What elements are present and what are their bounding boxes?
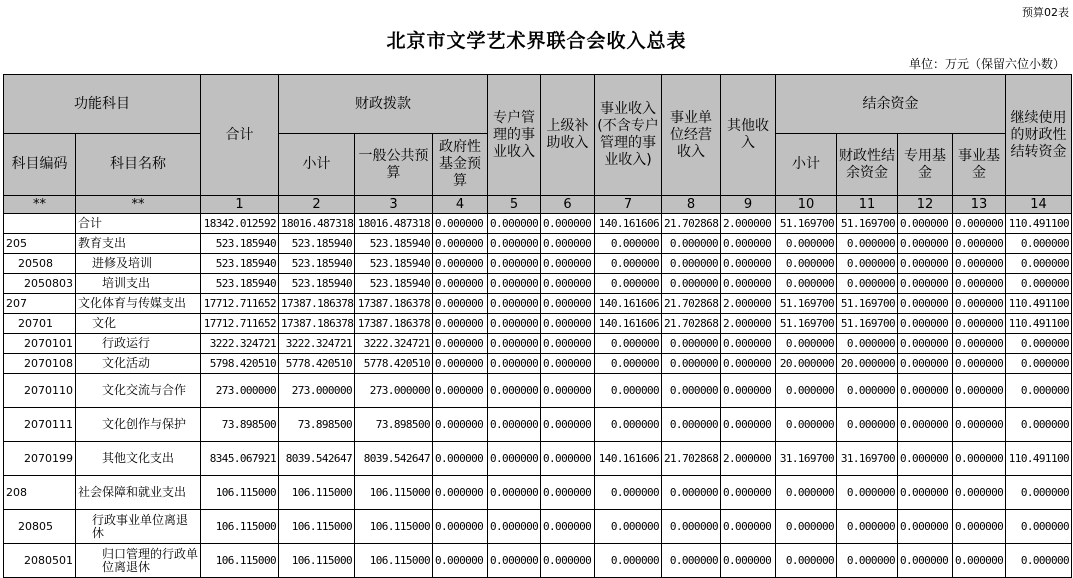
column-index: 8 — [662, 196, 721, 214]
amount-cell: 0.000000 — [953, 314, 1006, 334]
header-name: 科目名称 — [76, 134, 201, 196]
form-number: 预算02表 — [1022, 6, 1069, 19]
amount-cell: 0.000000 — [953, 442, 1006, 476]
subject-code: 2070101 — [4, 334, 76, 354]
amount-cell: 0.000000 — [837, 408, 898, 442]
subject-code: 20805 — [4, 510, 76, 544]
amount-cell: 0.000000 — [541, 354, 595, 374]
amount-cell: 0.000000 — [776, 254, 837, 274]
amount-cell: 0.000000 — [541, 214, 595, 234]
amount-cell: 523.185940 — [355, 254, 433, 274]
amount-cell: 17712.711652 — [201, 314, 279, 334]
subject-code — [4, 214, 76, 234]
amount-cell: 0.000000 — [433, 408, 488, 442]
amount-cell: 3222.324721 — [355, 334, 433, 354]
column-index: 11 — [837, 196, 898, 214]
amount-cell: 0.000000 — [595, 544, 662, 578]
table-row — [4, 334, 1072, 354]
column-index: 6 — [541, 196, 595, 214]
amount-cell: 0.000000 — [776, 274, 837, 294]
amount-cell: 0.000000 — [1006, 334, 1072, 354]
amount-cell: 2.000000 — [721, 314, 776, 334]
amount-cell: 0.000000 — [488, 214, 541, 234]
subject-name: 其他文化支出 — [76, 442, 201, 476]
amount-cell: 0.000000 — [837, 374, 898, 408]
amount-cell: 106.115000 — [201, 476, 279, 510]
header-other: 其他收入 — [721, 75, 776, 196]
amount-cell: 0.000000 — [721, 334, 776, 354]
amount-cell: 0.000000 — [433, 354, 488, 374]
amount-cell: 0.000000 — [662, 510, 721, 544]
amount-cell: 110.491100 — [1006, 294, 1072, 314]
amount-cell: 0.000000 — [776, 408, 837, 442]
subject-code: 2080501 — [4, 544, 76, 578]
subject-code: 20701 — [4, 314, 76, 334]
amount-cell: 17712.711652 — [201, 294, 279, 314]
amount-cell: 0.000000 — [433, 214, 488, 234]
table-row — [4, 234, 1072, 254]
amount-cell: 0.000000 — [662, 408, 721, 442]
amount-cell: 140.161606 — [595, 442, 662, 476]
amount-cell: 0.000000 — [721, 234, 776, 254]
table-row — [4, 510, 1072, 544]
amount-cell: 0.000000 — [488, 314, 541, 334]
amount-cell: 18016.487318 — [279, 214, 355, 234]
amount-cell: 106.115000 — [279, 544, 355, 578]
amount-cell: 0.000000 — [595, 374, 662, 408]
header-fiscal: 财政拨款 — [279, 75, 488, 134]
amount-cell: 0.000000 — [721, 510, 776, 544]
table-row — [4, 442, 1072, 476]
table-row — [4, 274, 1072, 294]
amount-cell: 0.000000 — [898, 294, 953, 314]
amount-cell: 0.000000 — [433, 254, 488, 274]
header-special: 专户管理的事业收入 — [488, 75, 541, 196]
subject-name: 教育支出 — [76, 234, 201, 254]
subject-name: 培训支出 — [76, 274, 201, 294]
amount-cell: 0.000000 — [433, 544, 488, 578]
amount-cell: 73.898500 — [355, 408, 433, 442]
column-index: 9 — [721, 196, 776, 214]
amount-cell: 523.185940 — [279, 274, 355, 294]
amount-cell: 5798.420510 — [201, 354, 279, 374]
table-row — [4, 544, 1072, 578]
amount-cell: 0.000000 — [721, 374, 776, 408]
amount-cell: 0.000000 — [953, 510, 1006, 544]
amount-cell: 8039.542647 — [355, 442, 433, 476]
amount-cell: 51.169700 — [837, 294, 898, 314]
amount-cell: 20.000000 — [776, 354, 837, 374]
amount-cell: 0.000000 — [488, 334, 541, 354]
amount-cell: 0.000000 — [776, 544, 837, 578]
amount-cell: 110.491100 — [1006, 314, 1072, 334]
amount-cell: 0.000000 — [662, 334, 721, 354]
subject-code: 2070108 — [4, 354, 76, 374]
header-fiscal-surplus: 财政性结余资金 — [837, 134, 898, 196]
amount-cell: 0.000000 — [953, 408, 1006, 442]
amount-cell: 0.000000 — [488, 374, 541, 408]
column-index: 12 — [898, 196, 953, 214]
column-index: 2 — [279, 196, 355, 214]
amount-cell: 0.000000 — [541, 442, 595, 476]
header-general: 一般公共预算 — [355, 134, 433, 196]
amount-cell: 0.000000 — [541, 274, 595, 294]
amount-cell: 0.000000 — [898, 254, 953, 274]
subject-name: 进修及培训 — [76, 254, 201, 274]
subject-name: 行政运行 — [76, 334, 201, 354]
amount-cell: 523.185940 — [201, 234, 279, 254]
header-superior: 上级补助收入 — [541, 75, 595, 196]
amount-cell: 0.000000 — [837, 476, 898, 510]
amount-cell: 0.000000 — [776, 334, 837, 354]
subject-code: 205 — [4, 234, 76, 254]
amount-cell: 0.000000 — [662, 544, 721, 578]
header-dedicated: 专用基金 — [898, 134, 953, 196]
amount-cell: 0.000000 — [953, 234, 1006, 254]
amount-cell: 21.702868 — [662, 442, 721, 476]
amount-cell: 17387.186378 — [279, 294, 355, 314]
amount-cell: 5778.420510 — [279, 354, 355, 374]
amount-cell: 17387.186378 — [355, 294, 433, 314]
column-index: 13 — [953, 196, 1006, 214]
amount-cell: 106.115000 — [279, 476, 355, 510]
subject-name: 归口管理的行政单位离退休 — [76, 544, 201, 578]
column-index: 7 — [595, 196, 662, 214]
amount-cell: 0.000000 — [953, 254, 1006, 274]
amount-cell: 106.115000 — [201, 510, 279, 544]
amount-cell: 106.115000 — [355, 510, 433, 544]
subject-name: 文化 — [76, 314, 201, 334]
amount-cell: 0.000000 — [1006, 374, 1072, 408]
column-index: 14 — [1006, 196, 1072, 214]
amount-cell: 273.000000 — [279, 374, 355, 408]
amount-cell: 51.169700 — [776, 314, 837, 334]
amount-cell: 3222.324721 — [201, 334, 279, 354]
unit-note: 单位：万元（保留六位小数） — [908, 57, 1065, 71]
table-row — [4, 214, 1072, 234]
header-surplus-sub: 小计 — [776, 134, 837, 196]
amount-cell: 0.000000 — [953, 476, 1006, 510]
amount-cell: 2.000000 — [721, 442, 776, 476]
column-index: ** — [76, 196, 201, 214]
amount-cell: 0.000000 — [721, 254, 776, 274]
amount-cell: 0.000000 — [595, 334, 662, 354]
table-row — [4, 408, 1072, 442]
amount-cell: 0.000000 — [662, 274, 721, 294]
amount-cell: 0.000000 — [488, 274, 541, 294]
amount-cell: 0.000000 — [433, 510, 488, 544]
amount-cell: 0.000000 — [541, 510, 595, 544]
table-row — [4, 314, 1072, 334]
table-row — [4, 294, 1072, 314]
amount-cell: 0.000000 — [488, 234, 541, 254]
amount-cell: 110.491100 — [1006, 442, 1072, 476]
amount-cell: 0.000000 — [488, 408, 541, 442]
amount-cell: 21.702868 — [662, 214, 721, 234]
amount-cell: 0.000000 — [541, 476, 595, 510]
amount-cell: 73.898500 — [201, 408, 279, 442]
amount-cell: 0.000000 — [662, 254, 721, 274]
amount-cell: 2.000000 — [721, 294, 776, 314]
amount-cell: 0.000000 — [595, 234, 662, 254]
amount-cell: 0.000000 — [595, 274, 662, 294]
amount-cell: 106.115000 — [355, 544, 433, 578]
amount-cell: 0.000000 — [595, 476, 662, 510]
amount-cell: 2.000000 — [721, 214, 776, 234]
page-title: 北京市文学艺术界联合会收入总表 — [386, 30, 687, 52]
amount-cell: 0.000000 — [595, 254, 662, 274]
column-index: 10 — [776, 196, 837, 214]
amount-cell: 51.169700 — [776, 214, 837, 234]
subject-name: 文化体育与传媒支出 — [76, 294, 201, 314]
amount-cell: 110.491100 — [1006, 214, 1072, 234]
amount-cell: 523.185940 — [201, 274, 279, 294]
amount-cell: 18016.487318 — [355, 214, 433, 234]
amount-cell: 0.000000 — [837, 334, 898, 354]
amount-cell: 17387.186378 — [355, 314, 433, 334]
amount-cell: 106.115000 — [201, 544, 279, 578]
header-surplus: 结余资金 — [776, 75, 1006, 134]
subject-code: 2050803 — [4, 274, 76, 294]
amount-cell: 0.000000 — [1006, 234, 1072, 254]
amount-cell: 0.000000 — [721, 476, 776, 510]
amount-cell: 0.000000 — [541, 374, 595, 408]
amount-cell: 0.000000 — [1006, 476, 1072, 510]
header-carryover: 继续使用的财政性结转资金 — [1006, 75, 1072, 196]
amount-cell: 0.000000 — [898, 544, 953, 578]
amount-cell: 0.000000 — [488, 254, 541, 274]
table-row — [4, 254, 1072, 274]
amount-cell: 0.000000 — [1006, 354, 1072, 374]
amount-cell: 0.000000 — [721, 274, 776, 294]
amount-cell: 0.000000 — [953, 214, 1006, 234]
column-index: 4 — [433, 196, 488, 214]
amount-cell: 0.000000 — [488, 476, 541, 510]
header-total: 合计 — [201, 75, 279, 196]
subject-name: 社会保障和就业支出 — [76, 476, 201, 510]
amount-cell: 51.169700 — [837, 314, 898, 334]
amount-cell: 0.000000 — [1006, 254, 1072, 274]
subject-name: 行政事业单位离退休 — [76, 510, 201, 544]
amount-cell: 0.000000 — [488, 354, 541, 374]
amount-cell: 0.000000 — [541, 314, 595, 334]
amount-cell: 0.000000 — [541, 234, 595, 254]
amount-cell: 8345.067921 — [201, 442, 279, 476]
subject-code: 2070110 — [4, 374, 76, 408]
amount-cell: 0.000000 — [898, 234, 953, 254]
amount-cell: 0.000000 — [898, 354, 953, 374]
amount-cell: 0.000000 — [595, 408, 662, 442]
income-summary-table — [3, 74, 1072, 578]
table-row — [4, 476, 1072, 510]
amount-cell: 0.000000 — [953, 374, 1006, 408]
amount-cell: 0.000000 — [953, 294, 1006, 314]
amount-cell: 0.000000 — [488, 442, 541, 476]
amount-cell: 0.000000 — [488, 510, 541, 544]
amount-cell: 0.000000 — [1006, 274, 1072, 294]
amount-cell: 0.000000 — [541, 254, 595, 274]
column-index: ** — [4, 196, 76, 214]
amount-cell: 0.000000 — [541, 334, 595, 354]
amount-cell: 106.115000 — [355, 476, 433, 510]
column-index: 3 — [355, 196, 433, 214]
amount-cell: 523.185940 — [279, 234, 355, 254]
header-func-subject: 功能科目 — [4, 75, 201, 134]
amount-cell: 73.898500 — [279, 408, 355, 442]
amount-cell: 0.000000 — [433, 334, 488, 354]
table-body — [4, 214, 1072, 578]
amount-cell: 0.000000 — [488, 294, 541, 314]
amount-cell: 0.000000 — [721, 354, 776, 374]
amount-cell: 0.000000 — [898, 314, 953, 334]
amount-cell: 0.000000 — [953, 334, 1006, 354]
amount-cell: 0.000000 — [662, 476, 721, 510]
subject-code: 2070111 — [4, 408, 76, 442]
subject-code: 208 — [4, 476, 76, 510]
header-code: 科目编码 — [4, 134, 76, 196]
amount-cell: 0.000000 — [898, 476, 953, 510]
amount-cell: 0.000000 — [776, 476, 837, 510]
amount-cell: 0.000000 — [433, 442, 488, 476]
amount-cell: 5778.420510 — [355, 354, 433, 374]
amount-cell: 523.185940 — [355, 274, 433, 294]
header-fiscal-sub: 小计 — [279, 134, 355, 196]
amount-cell: 0.000000 — [433, 374, 488, 408]
amount-cell: 0.000000 — [595, 510, 662, 544]
amount-cell: 17387.186378 — [279, 314, 355, 334]
amount-cell: 0.000000 — [898, 510, 953, 544]
amount-cell: 0.000000 — [433, 274, 488, 294]
amount-cell: 0.000000 — [488, 544, 541, 578]
table-row — [4, 374, 1072, 408]
amount-cell: 51.169700 — [837, 214, 898, 234]
amount-cell: 31.169700 — [837, 442, 898, 476]
header-business: 事业收入(不含专户管理的事业收入) — [595, 75, 662, 196]
amount-cell: 523.185940 — [201, 254, 279, 274]
amount-cell: 273.000000 — [355, 374, 433, 408]
amount-cell: 0.000000 — [898, 274, 953, 294]
amount-cell: 0.000000 — [433, 476, 488, 510]
header-business-fund: 事业基金 — [953, 134, 1006, 196]
amount-cell: 0.000000 — [898, 334, 953, 354]
amount-cell: 21.702868 — [662, 314, 721, 334]
header-operating: 事业单位经营收入 — [662, 75, 721, 196]
amount-cell: 0.000000 — [953, 544, 1006, 578]
amount-cell: 0.000000 — [898, 374, 953, 408]
amount-cell: 0.000000 — [433, 314, 488, 334]
amount-cell: 140.161606 — [595, 294, 662, 314]
amount-cell: 31.169700 — [776, 442, 837, 476]
amount-cell: 0.000000 — [1006, 544, 1072, 578]
subject-name: 文化活动 — [76, 354, 201, 374]
amount-cell: 0.000000 — [776, 510, 837, 544]
column-index: 1 — [201, 196, 279, 214]
amount-cell: 0.000000 — [541, 408, 595, 442]
amount-cell: 0.000000 — [721, 408, 776, 442]
amount-cell: 0.000000 — [898, 408, 953, 442]
header-gov-fund: 政府性基金预算 — [433, 134, 488, 196]
amount-cell: 0.000000 — [1006, 408, 1072, 442]
amount-cell: 0.000000 — [662, 354, 721, 374]
column-index: 5 — [488, 196, 541, 214]
amount-cell: 0.000000 — [898, 214, 953, 234]
amount-cell: 8039.542647 — [279, 442, 355, 476]
amount-cell: 523.185940 — [279, 254, 355, 274]
subject-code: 20508 — [4, 254, 76, 274]
amount-cell: 51.169700 — [776, 294, 837, 314]
amount-cell: 18342.012592 — [201, 214, 279, 234]
amount-cell: 0.000000 — [433, 294, 488, 314]
amount-cell: 140.161606 — [595, 214, 662, 234]
amount-cell: 20.000000 — [837, 354, 898, 374]
amount-cell: 0.000000 — [721, 544, 776, 578]
amount-cell: 0.000000 — [776, 374, 837, 408]
amount-cell: 0.000000 — [595, 354, 662, 374]
column-index-row — [4, 196, 1072, 214]
amount-cell: 0.000000 — [1006, 510, 1072, 544]
amount-cell: 0.000000 — [837, 510, 898, 544]
amount-cell: 0.000000 — [541, 544, 595, 578]
subject-name: 合计 — [76, 214, 201, 234]
amount-cell: 0.000000 — [837, 274, 898, 294]
amount-cell: 0.000000 — [662, 234, 721, 254]
amount-cell: 0.000000 — [776, 234, 837, 254]
amount-cell: 140.161606 — [595, 314, 662, 334]
amount-cell: 0.000000 — [953, 274, 1006, 294]
subject-code: 2070199 — [4, 442, 76, 476]
table-row — [4, 354, 1072, 374]
amount-cell: 523.185940 — [355, 234, 433, 254]
amount-cell: 21.702868 — [662, 294, 721, 314]
amount-cell: 0.000000 — [837, 254, 898, 274]
amount-cell: 106.115000 — [279, 510, 355, 544]
amount-cell: 0.000000 — [953, 354, 1006, 374]
amount-cell: 3222.324721 — [279, 334, 355, 354]
amount-cell: 0.000000 — [662, 374, 721, 408]
amount-cell: 0.000000 — [898, 442, 953, 476]
amount-cell: 0.000000 — [837, 544, 898, 578]
subject-code: 207 — [4, 294, 76, 314]
amount-cell: 273.000000 — [201, 374, 279, 408]
amount-cell: 0.000000 — [837, 234, 898, 254]
amount-cell: 0.000000 — [541, 294, 595, 314]
amount-cell: 0.000000 — [433, 234, 488, 254]
subject-name: 文化交流与合作 — [76, 374, 201, 408]
subject-name: 文化创作与保护 — [76, 408, 201, 442]
